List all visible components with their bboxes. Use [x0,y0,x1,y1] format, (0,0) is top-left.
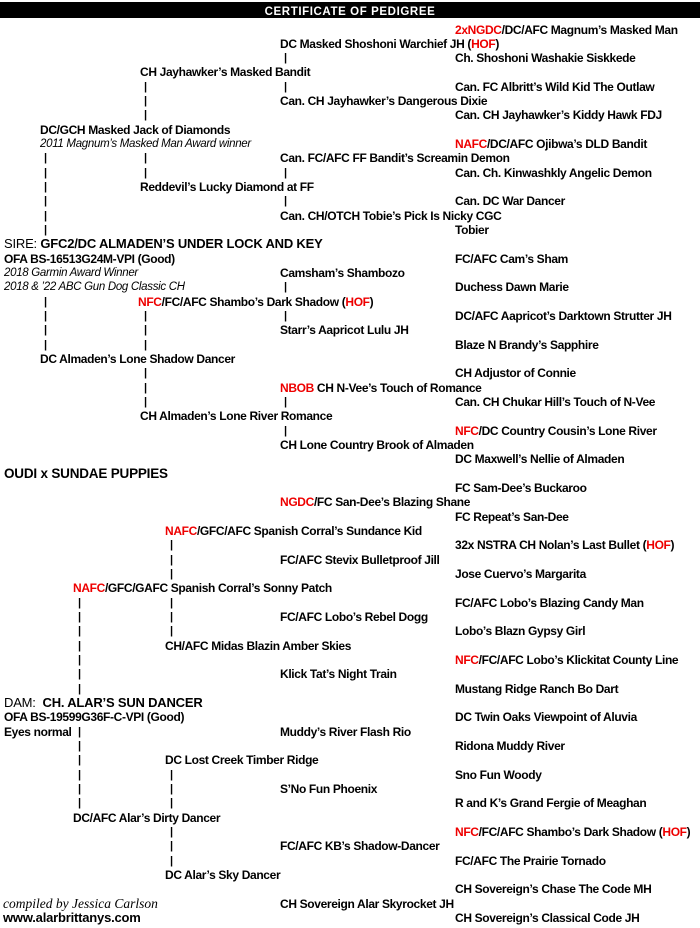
tree-connector: | [284,195,288,208]
dog-name: CH Almaden’s Lone River Romance [140,409,333,424]
tree-connector: | [144,166,148,179]
pedigree-row [0,481,700,496]
pedigree-row [0,151,700,166]
pedigree-row [0,252,700,267]
pedigree-row [0,653,700,668]
pedigree-row [0,854,700,869]
pedigree-row [0,911,700,926]
website: www.alarbrittanys.com [3,909,141,925]
dog-name: Can. DC War Dancer [455,194,565,209]
tree-connector: | [44,338,48,351]
pedigree-row [0,366,700,381]
pedigree-row [0,37,700,52]
tree-connector: | [44,181,48,194]
pedigree-row [0,209,700,224]
tree-connector: | [284,424,288,437]
dog-name: Sno Fun Woody [455,767,542,782]
pedigree-row [0,538,700,553]
tree-connector: | [170,625,174,638]
tree-connector: | [144,95,148,108]
health-note: OFA BS-19599G36F-C-VPI (Good) [4,710,185,725]
dog-name: NAFC/DC/AFC Ojibwa’s DLD Bandit [455,137,648,152]
tree-connector: | [78,797,82,810]
tree-connector: | [284,80,288,93]
pedigree-row [0,280,700,295]
tree-connector: | [170,797,174,810]
pedigree-row [0,524,700,539]
tree-connector: | [144,396,148,409]
dog-name: Reddevil’s Lucky Diamond at FF [140,180,314,195]
tree-connector: | [78,754,82,767]
pedigree-row [0,696,700,711]
dog-name: DC Alar’s Sky Dancer [165,867,281,882]
tree-connector: | [44,224,48,237]
pedigree-row [0,753,700,768]
tree-connector: | [170,854,174,867]
pedigree-row [0,553,700,568]
dog-name: Mustang Ridge Ranch Bo Dart [455,681,619,696]
dog-name: NFC/DC Country Cousin’s Lone River [455,423,657,438]
pedigree-row [0,266,700,281]
dog-name: NAFC/GFC/AFC Spanish Corral’s Sundance Kid [165,524,422,539]
pedigree-row [0,352,700,367]
dog-name: DC Almaden’s Lone Shadow Dancer [40,352,235,367]
tree-connector: | [44,195,48,208]
dog-name: FC/AFC The Prairie Tornado [455,853,606,868]
pedigree-row [0,839,700,854]
pedigree-row [0,309,700,324]
tree-connector: | [78,639,82,652]
pedigree-row [0,80,700,95]
dog-name: S’No Fun Phoenix [280,781,378,796]
pedigree-row [0,323,700,338]
dog-name: DC Twin Oaks Viewpoint of Aluvia [455,710,637,725]
pedigree-row [0,409,700,424]
pedigree-row [0,23,700,38]
dog-name: Duchess Dawn Marie [455,280,569,295]
tree-connector: | [78,740,82,752]
dog-name: CH Jayhawker’s Masked Bandit [140,65,311,80]
pedigree-row [0,381,700,396]
dog-name: NFC/FC/AFC Lobo’s Klickitat County Line [455,653,679,668]
award-note: 2018 Garmin Award Winner [4,267,138,280]
dog-name: Starr’s Aapricot Lulu JH [280,323,409,338]
tree-connector: | [44,152,48,165]
dog-name: DC Masked Shoshoni Warchief JH (HOF) [280,36,499,51]
dog-name: Klick Tat’s Night Train [280,667,397,682]
dog-name: CH Sovereign’s Classical Code JH [455,910,640,925]
tree-connector: | [144,338,148,351]
tree-connector: | [170,539,174,552]
tree-connector: | [78,782,82,795]
pedigree-row [0,194,700,209]
dog-name: Muddy’s River Flash Rio [280,724,411,739]
dog-name: Can. CH Jayhawker’s Dangerous Dixie [280,94,488,109]
litter-heading: OUDI x SUNDAE PUPPIES [4,465,168,481]
health-note: Eyes normal [4,724,72,739]
pedigree-row [0,123,700,138]
dog-name: Can. CH Jayhawker’s Kiddy Hawk FDJ [455,108,662,123]
dog-name: CH/AFC Midas Blazin Amber Skies [165,638,352,653]
pedigree-row [0,395,700,410]
dam-heading: DAM: CH. ALAR’S SUN DANCER [4,695,203,710]
dog-name: CH Sovereign Alar Skyrocket JH [280,896,454,911]
compiled-by: compiled by Jessica Carlson [3,895,158,911]
pedigree-row [0,624,700,639]
tree-connector: | [170,568,174,581]
pedigree-row [0,495,700,510]
dog-name: NAFC/GFC/GAFC Spanish Corral’s Sonny Patch [73,581,332,596]
dog-name: CH Lone Country Brook of Almaden [280,438,474,453]
tree-connector: | [284,396,288,409]
pedigree-row [0,825,700,840]
dog-name: Ridona Muddy River [455,739,565,753]
dog-name: NGDC/FC San-Dee’s Blazing Shane [280,495,471,510]
pedigree-row [0,166,700,181]
pedigree-row [0,639,700,654]
pedigree-row [0,667,700,682]
pedigree-row [0,811,700,826]
tree-connector: | [78,725,82,738]
dog-name: DC Lost Creek Timber Ridge [165,753,319,768]
dog-name: DC/AFC Alar’s Dirty Dancer [73,810,221,825]
tree-connector: | [170,553,174,566]
pedigree-row [0,438,700,453]
pedigree-row [0,567,700,582]
tree-connector: | [44,209,48,222]
pedigree-row [0,610,700,625]
dog-name: 2xNGDC/DC/AFC Magnum’s Masked Man [455,22,678,37]
pedigree-row [0,295,700,310]
dog-name: R and K’s Grand Fergie of Meaghan [455,796,647,811]
tree-connector: | [284,52,288,65]
pedigree-row [0,710,700,725]
dog-name: FC Repeat’s San-Dee [455,509,569,524]
pedigree-row [0,868,700,883]
pedigree-row [0,338,700,353]
tree-connector: | [78,654,82,667]
pedigree-row [0,137,700,152]
tree-connector: | [144,310,148,323]
dog-name: NBOB CH N-Vee’s Touch of Romance [280,380,482,395]
tree-connector: | [144,80,148,93]
pedigree-row [0,768,700,783]
tree-connector: | [170,611,174,624]
dog-name: 32x NSTRA CH Nolan’s Last Bullet (HOF) [455,538,675,553]
tree-connector: | [284,310,288,323]
tree-connector: | [170,840,174,853]
pedigree-row [0,108,700,123]
pedigree-row [0,65,700,80]
pedigree-row [0,424,700,439]
tree-connector: | [170,596,174,609]
dog-name: Ch. Shoshoni Washakie Siskkede [455,51,636,66]
pedigree-row [0,180,700,195]
dog-name: Lobo’s Blazn Gypsy Girl [455,624,586,639]
tree-connector: | [44,310,48,323]
dog-name: Can. CH/OTCH Tobie’s Pick Is Nicky CGC [280,208,502,223]
tree-connector: | [144,152,148,165]
tree-connector: | [78,768,82,781]
certificate-title: CERTIFICATE OF PEDIGREE [264,6,436,18]
dog-name: DC/GCH Masked Jack of Diamonds [40,122,231,137]
dog-name: Tobier [455,223,489,238]
award-note: 2018 & ’22 ABC Gun Dog Classic CH [4,281,185,294]
pedigree-row [0,51,700,66]
pedigree-row [0,782,700,797]
sire-heading: SIRE: GFC2/DC ALMADEN’S UNDER LOCK AND KEY [4,236,323,252]
tree-connector: | [284,281,288,294]
award-note: 2011 Magnum’s Masked Man Award winner [40,138,251,151]
dog-name: Jose Cuervo’s Margarita [455,567,586,582]
pedigree-row [0,739,700,754]
tree-connector: | [78,611,82,624]
pedigree-row [0,725,700,740]
tree-connector: | [284,166,288,179]
dog-name: DC Maxwell’s Nellie of Almaden [455,452,625,467]
pedigree-row [0,510,700,525]
tree-connector: | [170,768,174,781]
tree-connector: | [78,625,82,638]
pedigree-row [0,796,700,811]
dog-name: FC Sam-Dee’s Buckaroo [455,481,587,496]
pedigree-row [0,94,700,109]
dog-name: CH Adjustor of Connie [455,366,576,381]
dog-name: FC/AFC Lobo’s Blazing Candy Man [455,595,644,610]
tree-connector: | [144,381,148,394]
dog-name: CH Sovereign’s Chase The Code MH [455,882,652,897]
pedigree-row [0,596,700,611]
tree-connector: | [44,324,48,337]
tree-connector: | [144,109,148,122]
tree-connector: | [78,668,82,681]
tree-connector: | [144,324,148,337]
pedigree-row [0,237,700,252]
dog-name: Can. Ch. Kinwashkly Angelic Demon [455,165,652,180]
tree-connector: | [44,295,48,308]
dog-name: NFC/FC/AFC Shambo’s Dark Shadow (HOF) [138,294,374,309]
dog-name: FC/AFC KB’s Shadow-Dancer [280,839,440,854]
tree-connector: | [78,596,82,609]
dog-name: FC/AFC Cam’s Sham [455,251,568,266]
tree-connector: | [78,682,82,695]
tree-connector: | [170,782,174,795]
tree-connector: | [144,367,148,380]
dog-name: Can. FC/AFC FF Bandit’s Screamin Demon [280,151,510,166]
dog-name: Can. CH Chukar Hill’s Touch of N-Vee [455,395,656,410]
dog-name: NFC/FC/AFC Shambo’s Dark Shadow (HOF) [455,824,691,839]
tree-connector: | [170,825,174,838]
tree-connector: | [44,166,48,179]
pedigree-row [0,581,700,596]
dog-name: Blaze N Brandy’s Sapphire [455,337,599,352]
health-note: OFA BS-16513G24M-VPI (Good) [4,251,175,266]
dog-name: FC/AFC Stevix Bulletproof Jill [280,552,440,567]
dog-name: FC/AFC Lobo’s Rebel Dogg [280,610,428,625]
dog-name: DC/AFC Aapricot’s Darktown Strutter JH [455,309,672,324]
dog-name: Can. FC Albritt’s Wild Kid The Outlaw [455,79,655,94]
pedigree-row [0,467,700,482]
dog-name: Camsham’s Shambozo [280,266,405,281]
